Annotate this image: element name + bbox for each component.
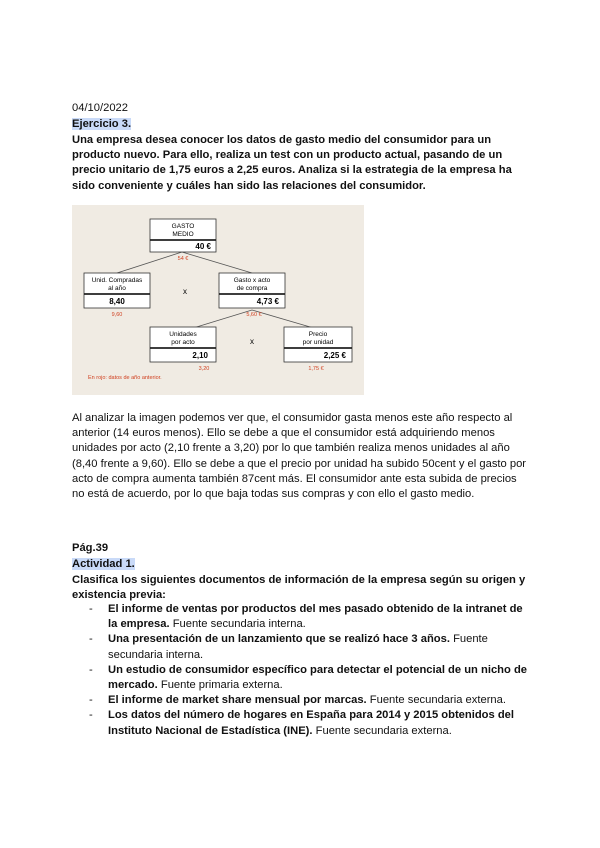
analysis-paragraph: Al analizar la imagen podemos ver que, el consumidor gasta menos este año respecto al anterior (14 euros menos). Ello se debe a que el consumidor está adquiriendo menos unidades por acto (2,10 frente a 3,20) por lo que también realiza menos unidades al año (8,40 frente a 9,60). Ello se debe a que el precio por unidad ha subido 50cent y el gasto por acto de compra aumenta también 87cent más. El consumidor ante esta subida de precios no está de acuerdo, por lo que baja todas sus compras y con ello el gasto medio. [72,412,527,501]
item-text: Un estudio de consumidor específico para detectar el potencial de un nicho de mercado. [108,663,527,692]
node-gasto-acto-label-2: de compra [236,285,268,292]
date: 04/10/2022 [72,102,128,114]
node-precio-unidad-value: 2,25 € [323,351,346,360]
list-bullet: - [89,633,93,646]
node-unidades-acto [150,327,216,372]
exercise-title-text: Ejercicio 3. [72,118,132,130]
node-unidades-ano [84,273,150,318]
node-gasto-acto-value: 4,73 € [256,297,279,306]
node-gasto-acto-label-1: Gasto x acto [233,277,271,284]
node-unidades-acto-previous: 3,20 [198,366,210,372]
activity-items-list [72,602,532,739]
multiply-operator-bottom: x [250,337,254,346]
item-text: El informe de ventas por productos del mes pasado obtenido de la intranet de la empresa. [108,603,523,631]
activity-title-text: Actividad 1. [72,558,135,570]
node-gasto-medio-label-1: GASTO [171,223,195,230]
node-unidades-ano-previous: 9,60 [111,312,123,318]
list-bullet: - [89,694,93,707]
spending-tree-diagram [72,205,364,395]
node-gasto-acto-previous: 5,60 € [246,312,262,318]
node-precio-unidad-previous: 1,75 € [308,366,324,372]
multiply-operator-top: x [183,287,187,296]
item-answer: Fuente secundaria externa. [315,724,452,737]
exercise-title [72,117,532,132]
item-text: El informe de market share mensual por marcas. [108,694,367,707]
node-unidades-acto-value: 2,10 [192,351,208,360]
item-answer: Fuente secundaria interna. [172,618,306,631]
item-text: Los datos del número de hogares en España para 2014 y 2015 obtenidos del Instituto Nacional de Estadística (INE). [108,709,514,737]
list-item [72,602,532,632]
list-item [72,632,532,662]
node-gasto-medio [150,219,216,262]
page-reference: Pág.39 [72,542,109,554]
node-unidades-acto-label-2: por acto [171,339,195,346]
node-gasto-medio-previous: 54 € [177,256,189,262]
list-item [72,663,532,693]
activity-title [72,557,532,572]
list-bullet: - [89,603,93,615]
item-answer: Fuente primaria externa. [160,679,283,692]
list-item [72,708,532,738]
activity-question: Clasifica los siguientes documentos de información de la empresa según su origen y existencia previa: [72,574,526,602]
exercise-statement: Una empresa desea conocer los datos de gasto medio del consumidor para un producto nuevo. Para ello, realiza un test con un producto actual, pasando de un precio unitario de 1,75 euros a 2,25 euros. Analiza si la estrategia de la empresa ha sido conveniente y cuáles han sido las relaciones del consumidor. [72,134,512,192]
list-bullet: - [89,663,93,676]
list-bullet: - [89,709,93,722]
node-gasto-medio-value: 40 € [195,242,211,251]
node-unidades-ano-label-1: Unid. Compradas [91,277,143,284]
node-unidades-ano-label-2: al año [108,285,126,292]
node-gasto-medio-label-2: MEDIO [172,231,194,238]
node-unidades-acto-label-1: Unidades [169,331,197,338]
node-unidades-ano-value: 8,40 [109,297,125,306]
item-answer: Fuente secundaria interna. [108,633,488,661]
node-precio-unidad [284,327,352,372]
node-gasto-acto [219,273,285,318]
item-answer: Fuente secundaria externa. [369,694,506,707]
diagram-footnote: En rojo: datos de año anterior. [88,375,162,381]
node-precio-unidad-label-2: por unidad [302,339,334,346]
item-text: Una presentación de un lanzamiento que se realizó hace 3 años. [108,633,450,646]
list-item [72,693,532,708]
node-precio-unidad-label-1: Precio [308,331,328,338]
